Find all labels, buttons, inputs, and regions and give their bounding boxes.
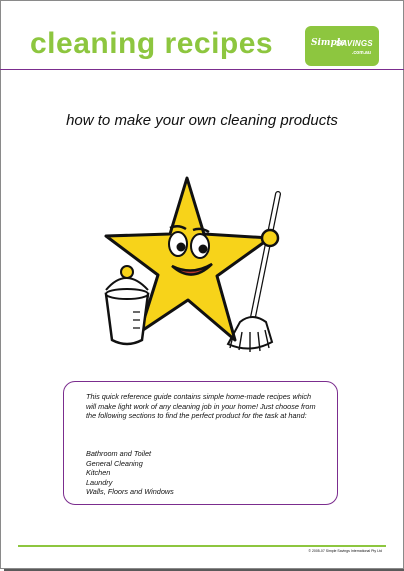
list-item: Kitchen: [86, 468, 111, 478]
logo-simple-text: Simple: [311, 38, 346, 48]
page-subtitle: how to make your own cleaning products: [66, 112, 338, 129]
simple-savings-logo: [305, 26, 379, 66]
page-title: cleaning recipes: [30, 27, 274, 60]
list-item: Walls, Floors and Windows: [86, 487, 174, 497]
logo-domain-text: .com.au: [352, 50, 371, 56]
list-item: General Cleaning: [86, 458, 143, 468]
list-item: Laundry: [86, 477, 113, 487]
copyright-text: © 2005-07 Simple Savings International Pty Ltd: [308, 549, 382, 553]
footer-divider: [18, 545, 386, 547]
section-list: [86, 449, 174, 497]
intro-text: This quick reference guide contains simple home-made recipes which will make light work of any cleaning job in your home! Just choose from the following sections to find the perfect product for the task at hand:: [86, 392, 316, 421]
star-with-mop-and-bucket-icon: [100, 172, 310, 372]
logo-savings-text: SAVINGS: [336, 39, 373, 48]
header-divider: [0, 69, 404, 70]
list-item: Bathroom and Toilet: [86, 449, 152, 458]
info-box: [63, 381, 338, 505]
